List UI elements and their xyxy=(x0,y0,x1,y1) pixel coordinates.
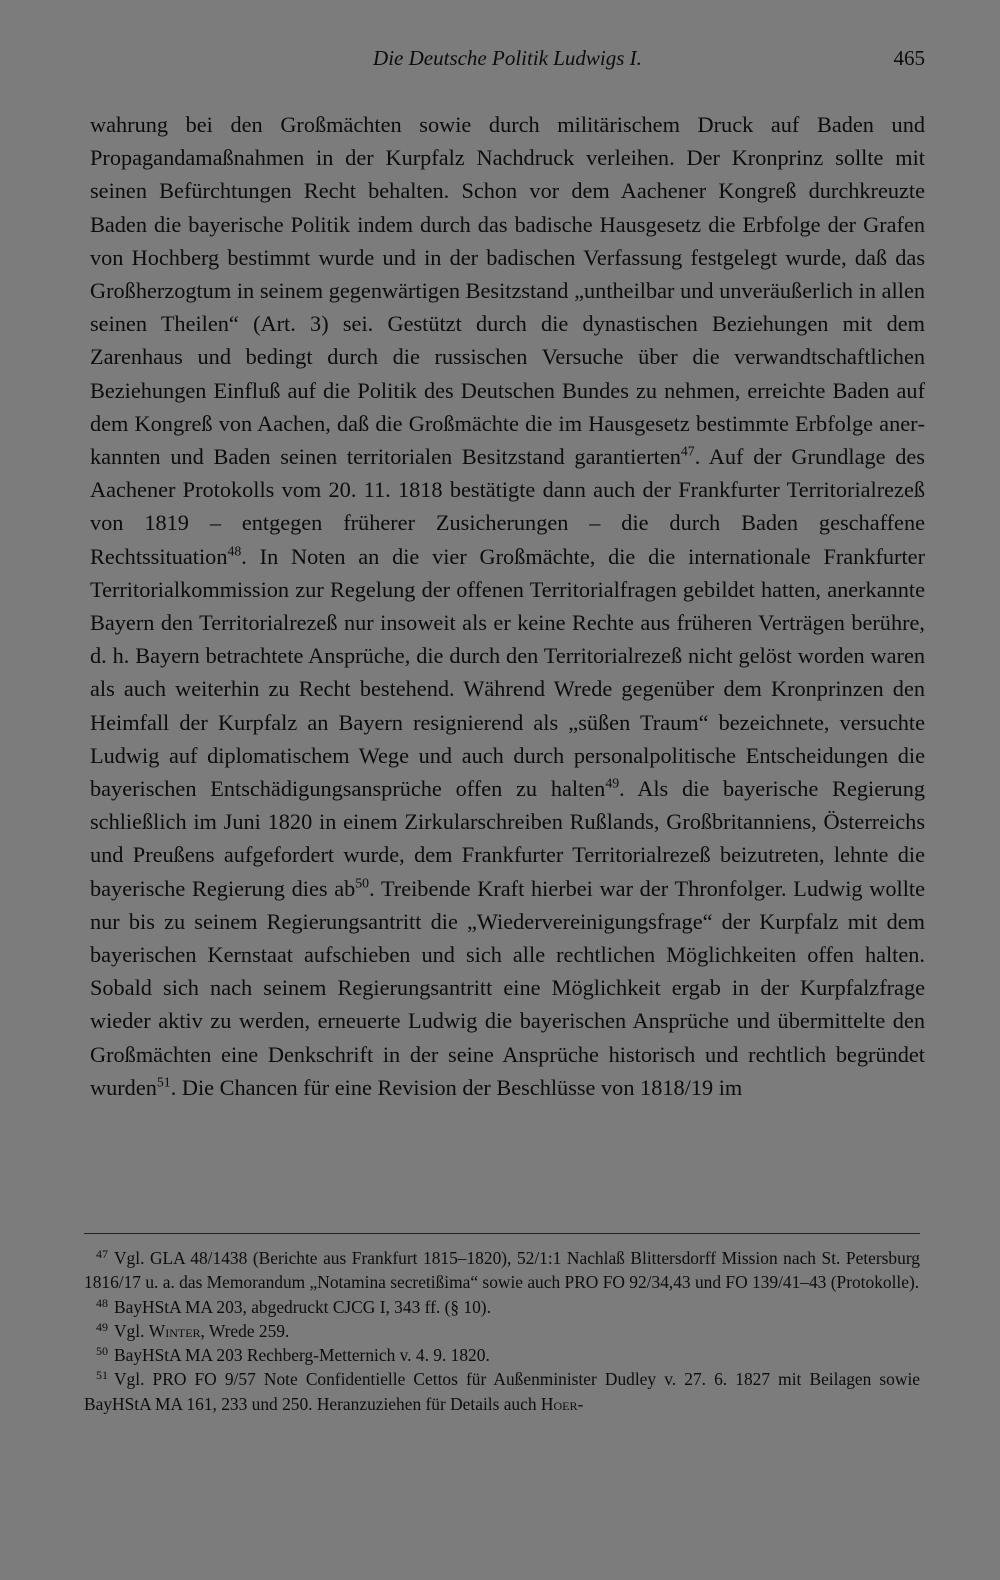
footnote-text: , Wrede 259. xyxy=(200,1320,290,1341)
footnote-51: 51 Vgl. PRO FO 9/57 Note Confidentielle Cettos für Außenminister Dudley v. 27. 6. 1827 mit Beilagen sowie BayHStA MA 161, 233 und 250. Heranzuziehen für Details auch Hoer- xyxy=(84,1368,920,1414)
footnote-separator xyxy=(84,1233,920,1234)
running-title: Die Deutsche Politik Ludwigs I. xyxy=(373,46,642,70)
page-number: 465 xyxy=(893,46,925,70)
footnote-text: Vgl. GLA 48/1438 (Berichte aus Frankfurt 1815–1820), 52/1:1 Nachlaß Blittersdorff Mission nach St. Petersburg 1816/17 u. a. das Memorandum „Notamina secretißima“ sowie auch PRO FO 92/34,43 und FO 139/41–43 (Protokolle). xyxy=(84,1248,920,1293)
footnote-48: 48 BayHStA MA 203, abgedruckt CJCG I, 343 ff. (§ 10). xyxy=(96,1295,491,1317)
body-text-segment: wahrung bei den Großmächten sowie durch militärischem Druck auf Baden und Propagandamaßnahmen in der Kurpfalz Nachdruck verleihen. Der Kronprinz sollte mit seinen Befürchtungen Recht behalten. Schon vor dem Aachener Kongreß durchkreuzte Baden die bayerische Politik indem durch das badische Hausgesetz die Erbfolge der Grafen von Hochberg bestimmt wurde und in der badischen Verfassung festgelegt wurde, daß das Großherzogtum in seinem gegenwärtigen Besitzstand „untheilbar und unveräußerlich in allen seinen Theilen“ (Art. 3) sei. Gestützt durch die dynastischen Beziehungen mit dem Zarenhaus und bedingt durch die russischen Versuche über die verwandtschaftlichen Beziehungen Einfluß auf die Politik des Deutschen Bundes zu nehmen, erreichte Baden auf dem Kongreß von Aachen, daß die Großmächte die im Hausgesetz bestimmte Erbfolge anerkannten und Baden seinen territorialen Besitzstand garantierten xyxy=(90,112,925,470)
footnote-text: Vgl. xyxy=(114,1320,149,1341)
author-name: Hoer- xyxy=(540,1393,584,1414)
body-text-segment: . In Noten an die vier Großmächte, die die internationale Frankfurter Territorialkommission zur Regelung der offenen Territorialfragen gebildet hatten, anerkannte Bayern den Territorialrezeß nur insoweit als er keine Rechte aus früheren Verträgen berühre, d. h. Bayern betrachtete Ansprüche, die durch den Territorialrezeß nicht gelöst worden waren als auch weiterhin zu Recht bestehend. Während Wrede gegenüber dem Kronprinzen den Heimfall der Kurpfalz an Bayern resignierend als „süßen Traum“ bezeichnete, versuchte Ludwig auf diplomatischem Wege und auch durch personalpolitische Entscheidungen die bayerischen Entschädigungsansprüche offen zu halten xyxy=(90,543,925,802)
footnote-text: Vgl. PRO FO 9/57 Note Confidentielle Cettos für Außenminister Dudley v. 27. 6. 1827 mit Beilagen sowie BayHStA MA 161, 233 und 250. Heranzuziehen für Details auch xyxy=(84,1369,920,1414)
footnote-47: 47 Vgl. GLA 48/1438 (Berichte aus Frankfurt 1815–1820), 52/1:1 Nachlaß Blittersdorff Mission nach St. Petersburg 1816/17 u. a. das Memorandum „Notamina secretißima“ sowie auch PRO FO 92/34,43 und FO 139/41–43 (Protokolle). xyxy=(84,1247,920,1293)
footnote-reference-50[interactable]: 50 xyxy=(355,875,370,891)
footnote-49: 49 Vgl. Winter, Wrede 259. xyxy=(96,1319,290,1341)
body-text-segment: . Auf der Grundlage des Aachener Protokolls vom 20. 11. 1818 bestätigte dann auch der Frankfurter Territorialrezeß von 1819 – entgegen früherer Zusicherungen – die durch Baden geschaffene Rechtssituation xyxy=(90,444,925,569)
footnotes xyxy=(84,1246,920,1416)
body-text-segment: . Die Chancen für eine Revision der Beschlüsse von 1818/19 im xyxy=(170,1074,743,1100)
footnote-reference-48[interactable]: 48 xyxy=(227,543,242,559)
footnote-reference-51[interactable]: 51 xyxy=(156,1074,171,1090)
running-head xyxy=(90,44,925,74)
body-paragraph xyxy=(90,108,925,1104)
author-name: Winter xyxy=(148,1320,201,1341)
footnote-text: BayHStA MA 203, abgedruckt CJCG I, 343 ff. (§ 10). xyxy=(114,1296,491,1317)
body-text-segment: . Treibende Kraft hierbei war der Thronfolger. Ludwig wollte nur bis zu seinem Regierungsantritt die „Wiedervereinigungsfrage“ der Kurpfalz mit dem bayerischen Kernstaat aufschieben und sich alle rechtlichen Möglichkeiten offen halten. Sobald sich nach seinem Regierungsantritt eine Möglichkeit ergab in der Kurpfalzfrage wieder aktiv zu werden, erneuerte Ludwig die bayerischen Ansprüche und übermittelte den Großmächten eine Denkschrift in der seine Ansprüche historisch und rechtlich begründet wurden xyxy=(90,875,926,1100)
footnote-reference-49[interactable]: 49 xyxy=(605,775,620,791)
body-text-segment: . Als die bayerische Regierung schließlich im Juni 1820 in einem Zirkularschreiben Rußlands, Großbritanniens, Österreichs und Preußens aufgefordert wurde, dem Frankfurter Territorialrezeß beizutreten, lehnte die bayerische Regierung dies ab xyxy=(90,776,925,901)
footnote-50: 50 BayHStA MA 203 Rechberg-Metternich v. 4. 9. 1820. xyxy=(96,1344,490,1366)
footnote-reference-47[interactable]: 47 xyxy=(680,443,695,459)
footnote-text: BayHStA MA 203 Rechberg-Metternich v. 4. 9. 1820. xyxy=(114,1345,490,1366)
